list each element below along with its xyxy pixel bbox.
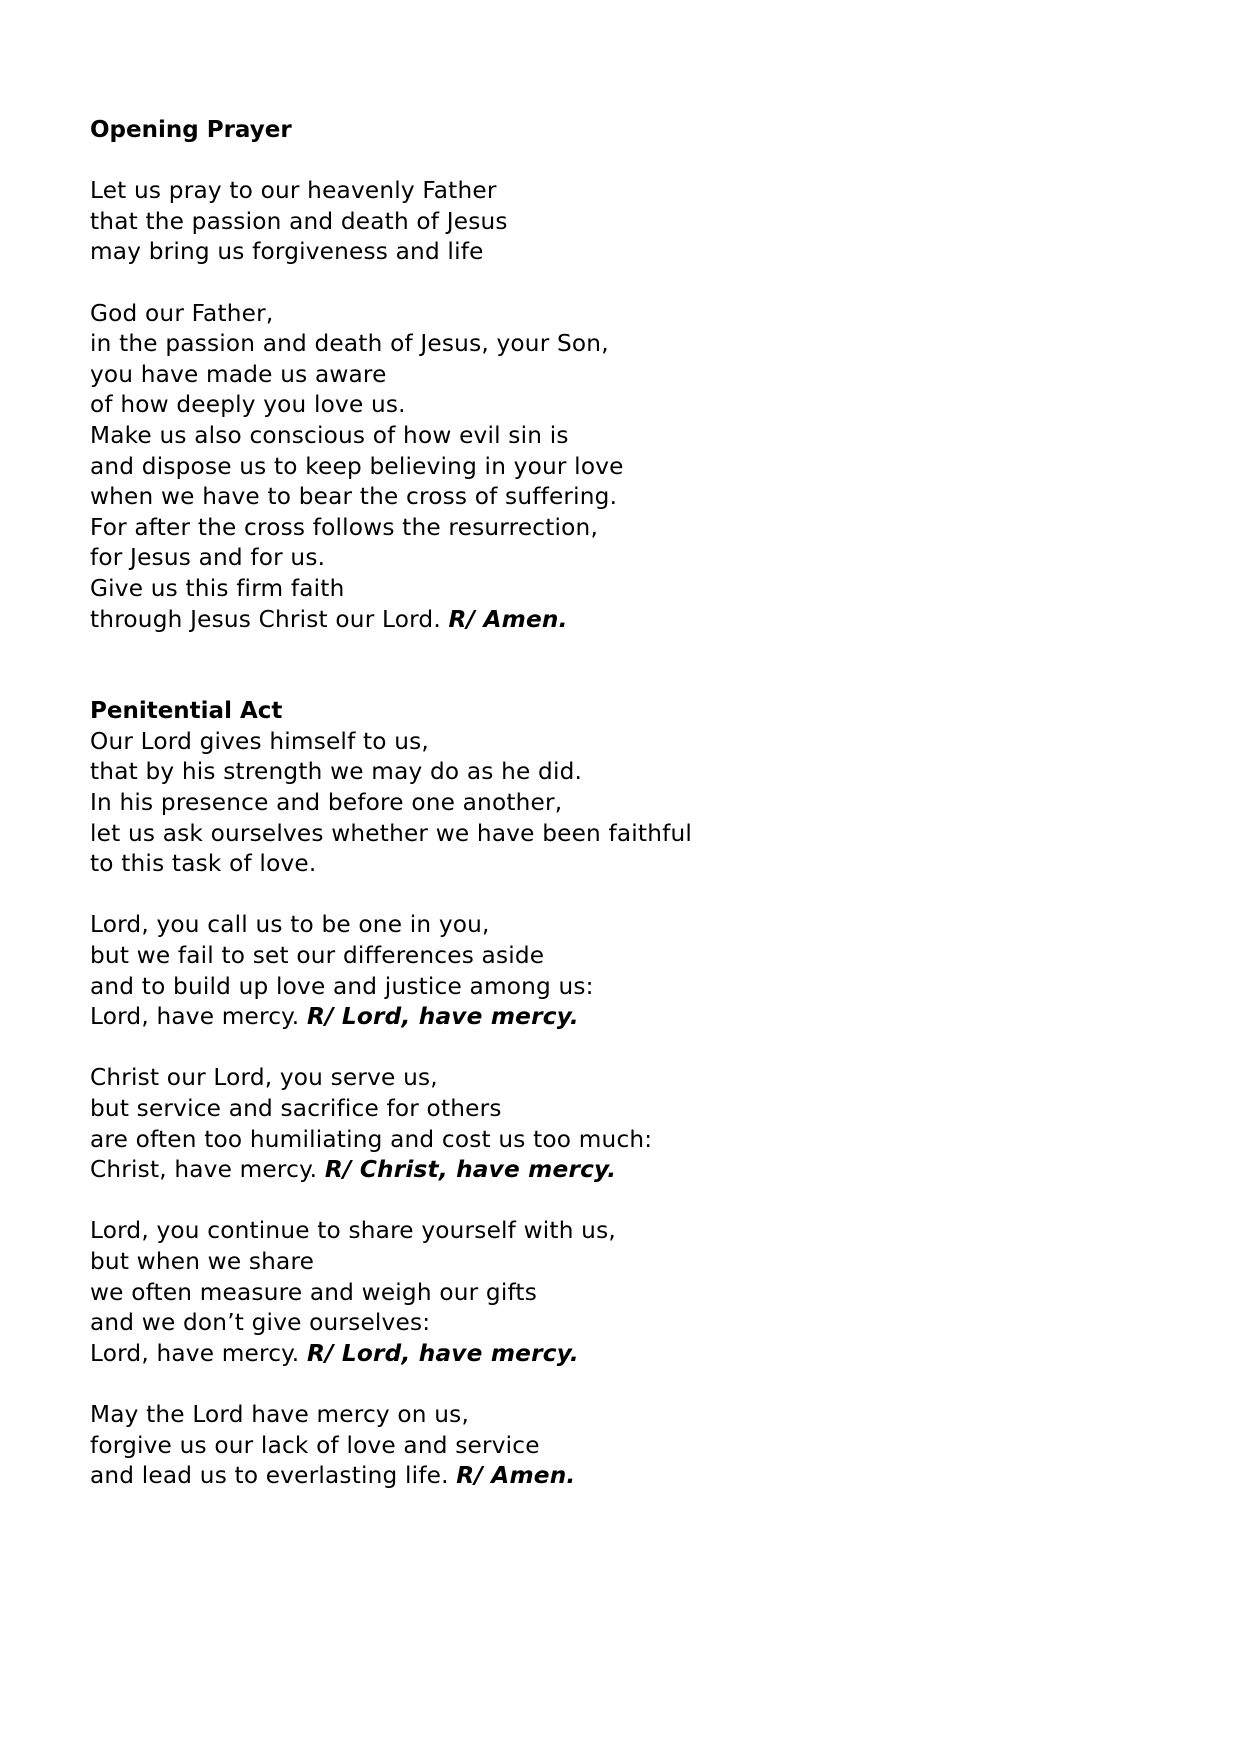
invocation-2-text: Christ, have mercy. (90, 1156, 325, 1184)
prayer-response: R/ Amen. (448, 605, 568, 633)
prayer-line: for Jesus and for us. (90, 544, 326, 572)
invocation-2-response: R/ Christ, have mercy. (324, 1156, 617, 1184)
document-page (90, 115, 1170, 1492)
invocation-3-line: but when we share (90, 1247, 315, 1275)
absolution-line: May the Lord have mercy on us, (90, 1400, 470, 1428)
invitation-line: Let us pray to our heavenly Father (90, 177, 497, 205)
prayer-closing-text: through Jesus Christ our Lord. (90, 605, 449, 633)
prayer-line: Make us also conscious of how evil sin is (90, 421, 569, 449)
invocation-3-line: Lord, you continue to share yourself with us, (90, 1217, 616, 1245)
absolution-line: forgive us our lack of love and service (90, 1431, 540, 1459)
invocation-3-text: Lord, have mercy. (90, 1339, 307, 1367)
spacer (90, 1033, 1170, 1064)
invocation-2-line: but service and sacrifice for others (90, 1095, 502, 1122)
invocation-1-response: R/ Lord, have mercy. (306, 1003, 579, 1031)
spacer (90, 635, 1170, 696)
spacer (90, 880, 1170, 911)
prayer-line: For after the cross follows the resurrection, (90, 513, 599, 541)
absolution-text: and lead us to everlasting life. (90, 1462, 457, 1490)
invocation-1-line: and to build up love and justice among us: (90, 972, 594, 1000)
invocation-2-line: Christ our Lord, you serve us, (90, 1064, 438, 1092)
spacer (90, 268, 1170, 299)
opening-prayer-heading: Opening Prayer (90, 117, 292, 143)
prayer-line: you have made us aware (90, 360, 387, 388)
prayer-line: when we have to bear the cross of suffering. (90, 483, 618, 511)
spacer (90, 146, 1170, 177)
prayer-line: of how deeply you love us. (90, 391, 406, 419)
intro-line: let us ask ourselves whether we have been faithful (90, 819, 693, 847)
invocation-3-line: we often measure and weigh our gifts (90, 1278, 537, 1306)
intro-line: to this task of love. (90, 850, 317, 878)
invocation-1-line: Lord, you call us to be one in you, (90, 911, 490, 939)
invocation-1-line: but we fail to set our differences aside (90, 942, 545, 970)
spacer (90, 1369, 1170, 1400)
prayer-line: and dispose us to keep believing in your love (90, 452, 624, 480)
invitation-line: that the passion and death of Jesus (90, 207, 508, 235)
prayer-line: in the passion and death of Jesus, your Son, (90, 330, 609, 358)
absolution-response: R/ Amen. (456, 1462, 576, 1490)
invocation-1-text: Lord, have mercy. (90, 1003, 307, 1031)
invocation-3-response: R/ Lord, have mercy. (306, 1339, 579, 1367)
invitation-line: may bring us forgiveness and life (90, 238, 484, 266)
intro-line: that by his strength we may do as he did. (90, 758, 583, 786)
invocation-2-line: are often too humiliating and cost us too much: (90, 1125, 653, 1153)
prayer-line: Give us this firm faith (90, 574, 345, 602)
invocation-3-line: and we don’t give ourselves: (90, 1309, 431, 1337)
penitential-act-heading: Penitential Act (90, 698, 283, 725)
prayer-closing-line (90, 605, 1170, 636)
invocation-3-last-line (90, 1339, 1170, 1370)
spacer (90, 1186, 1170, 1217)
intro-line: In his presence and before one another, (90, 789, 563, 817)
absolution-last-line (90, 1461, 1170, 1492)
invocation-2-last-line (90, 1155, 1170, 1186)
invocation-1-last-line (90, 1002, 1170, 1033)
intro-line: Our Lord gives himself to us, (90, 727, 430, 755)
prayer-line: God our Father, (90, 299, 274, 327)
